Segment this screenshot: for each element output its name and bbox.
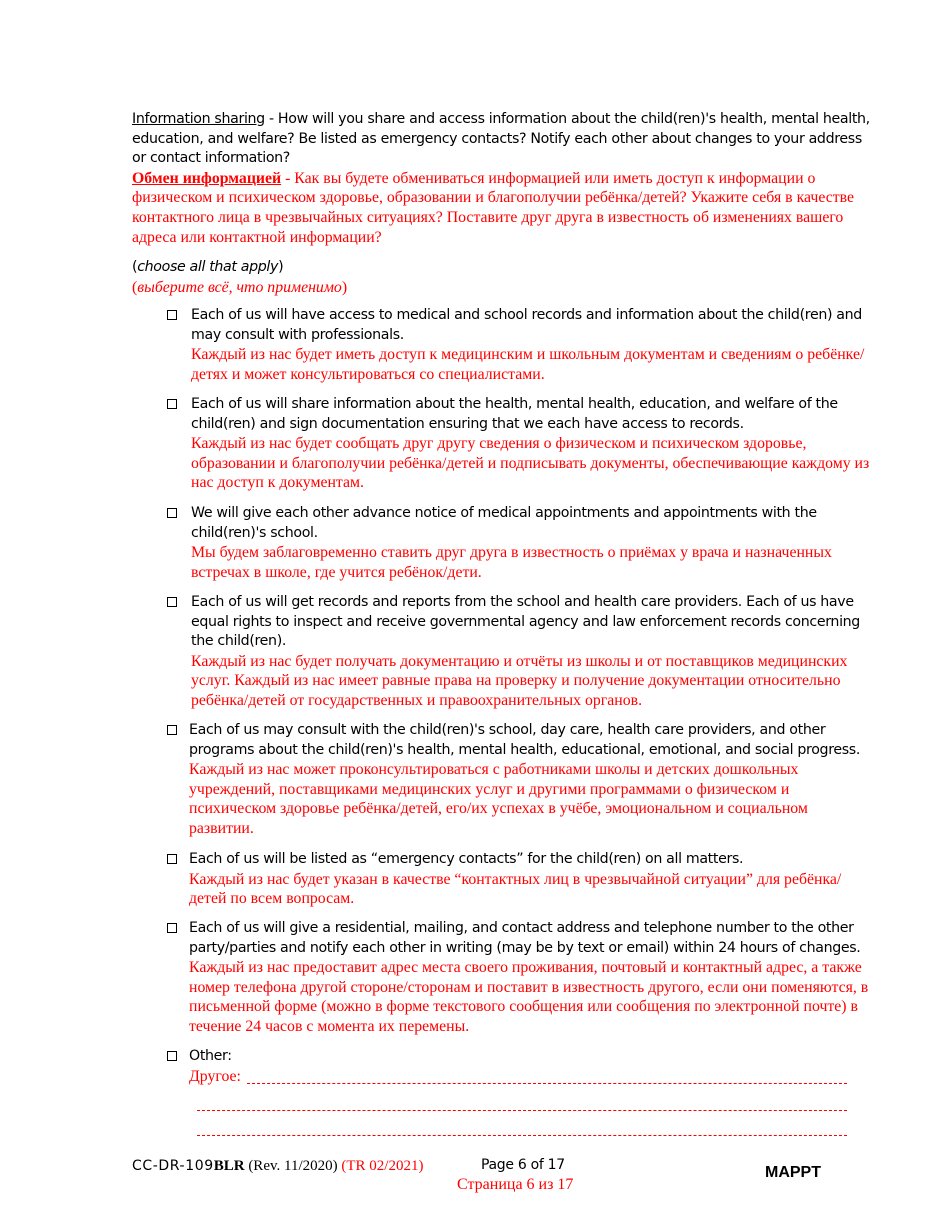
option-text-ru: Каждый из нас будет получать документацию и отчёты из школы и от поставщиков медицинских услуг. Каждый из нас имеет равные права на проверку и получение документации относительно ребёнка/детей от государственных и правоохранительных органов.: [191, 652, 848, 709]
checkbox[interactable]: [167, 1051, 177, 1061]
option-text-en: Each of us will share information about the health, mental health, education, and welfare of the child(ren) and sign documentation ensuring that we each have access to records.: [191, 396, 838, 432]
choose-ru-open: (: [132, 278, 138, 296]
form-identifier: [132, 1157, 423, 1175]
checkbox[interactable]: [167, 923, 177, 933]
other-input-line-1[interactable]: [247, 1083, 847, 1084]
choose-ru-text: выберите всё, что применимо: [137, 278, 342, 296]
option-records-and-reports: [164, 593, 876, 711]
form-code: CC-DR-109: [132, 1158, 214, 1174]
other-input-line-2[interactable]: [197, 1110, 847, 1111]
option-text-ru: Каждый из нас предоставит адрес места своего проживания, почтовый и контактный адрес, а также номер телефона другой стороне/сторонам и поставит в известность другого, если они поменяются, в письменной форме (можно в форме текстового сообщения или сообщения по электронной почте) в течение 24 часов с момента их перемены.: [189, 959, 869, 1035]
option-text-ru: Каждый из нас может проконсультироваться с работниками школы и детских дошкольных учреждений, поставщиками медицинских услуг и другими программами о физическом и психическом здоровье ребёнка/детей, его/их успехах в учёбе, эмоциональном и социальном развитии.: [189, 761, 808, 837]
choose-ru-close: ): [341, 278, 348, 296]
intro-russian: [132, 169, 872, 247]
choose-russian: [132, 278, 872, 298]
option-text-ru: Каждый из нас будет указан в качестве “контактных лиц в чрезвычайной ситуации” для ребёнка/детей по всем вопросам.: [189, 870, 842, 908]
choose-en-text: choose all that apply: [137, 259, 279, 275]
option-text-ru: Каждый из нас будет иметь доступ к медицинским и школьным документам и сведениям о ребёнке/детях и может консультироваться со специалистами.: [191, 346, 865, 383]
checkbox[interactable]: [167, 508, 177, 518]
intro-english: [132, 110, 872, 169]
other-input-line-3[interactable]: [197, 1135, 847, 1136]
page-number-en: Page 6 of 17: [481, 1157, 565, 1173]
choose-en-open: (: [132, 259, 138, 275]
form-suffix: BLR: [213, 1158, 245, 1174]
option-emergency-contacts: [164, 850, 876, 909]
option-text-ru: Мы будем заблаговременно ставить друг друга в известность о приёмах у врача и назначенных встречах в школе, где учится ребёнок/дети.: [191, 544, 832, 581]
checkbox[interactable]: [167, 399, 177, 409]
option-text-en: Each of us will give a residential, mailing, and contact address and telephone number to the other party/parties and notify each other in writing (may be by text or email) within 24 hours of changes.: [189, 920, 861, 956]
intro-text-en: - How will you share and access information about the child(ren)'s health, mental health, education, and welfare? Be listed as emergency contacts? Notify each other about changes to your address or contact information?: [132, 111, 870, 167]
choose-english: [132, 258, 872, 278]
option-other: [164, 1047, 876, 1086]
page-number-ru: Страница 6 из 17: [457, 1176, 574, 1193]
option-text-en: Each of us may consult with the child(ren)'s school, day care, health care providers, and other programs about the child(ren)'s health, mental health, educational, emotional, and social progress.: [189, 722, 860, 758]
option-advance-notice: [164, 504, 876, 582]
form-translation: (TR 02/2021): [337, 1158, 424, 1174]
intro-heading-ru: Обмен информацией: [132, 169, 282, 187]
option-address-notification: [164, 919, 876, 1037]
checkbox[interactable]: [167, 597, 177, 607]
intro-text-ru: - Как вы будете обмениваться информацией или иметь доступ к информации о физическом и психическом здоровье, образовании и благополучии ребёнка/детей? Укажите себя в качестве контактного лица в чрезвычайных ситуациях? Поставите друг друга в известность об изменениях вашего адреса или контактной информации?: [132, 169, 855, 246]
option-share-information: [164, 395, 876, 493]
intro-heading-en: Information sharing: [132, 111, 265, 127]
checkbox[interactable]: [167, 725, 177, 735]
option-text-en: Each of us will be listed as “emergency contacts” for the child(ren) on all matters.: [189, 851, 744, 867]
form-revision: (Rev. 11/2020): [244, 1158, 338, 1174]
checkbox[interactable]: [167, 854, 177, 864]
choose-instruction: [132, 258, 872, 297]
mappt-label: MAPPT: [765, 1164, 821, 1181]
option-text-en: Each of us will get records and reports from the school and health care providers. Each of us have equal rights to inspect and receive governmental agency and law enforcement records concerning the child(ren).: [191, 594, 860, 650]
checkbox[interactable]: [167, 310, 177, 320]
option-medical-records-access: [164, 306, 876, 384]
other-label-en: Other:: [189, 1048, 232, 1064]
information-sharing-intro: [132, 110, 872, 247]
other-label-ru: Другое:: [189, 1067, 241, 1085]
option-text-en: Each of us will have access to medical and school records and information about the child(ren) and may consult with professionals.: [191, 307, 862, 343]
option-text-ru: Каждый из нас будет сообщать друг другу сведения о физическом и психическом здоровье, образовании и благополучии ребёнка/детей и подписывать документы, обеспечивающие каждому из нас доступ к документам.: [191, 435, 870, 492]
option-consult-providers: [164, 721, 876, 839]
option-text-en: We will give each other advance notice of medical appointments and appointments with the child(ren)'s school.: [191, 505, 817, 541]
choose-en-close: ): [278, 259, 284, 275]
